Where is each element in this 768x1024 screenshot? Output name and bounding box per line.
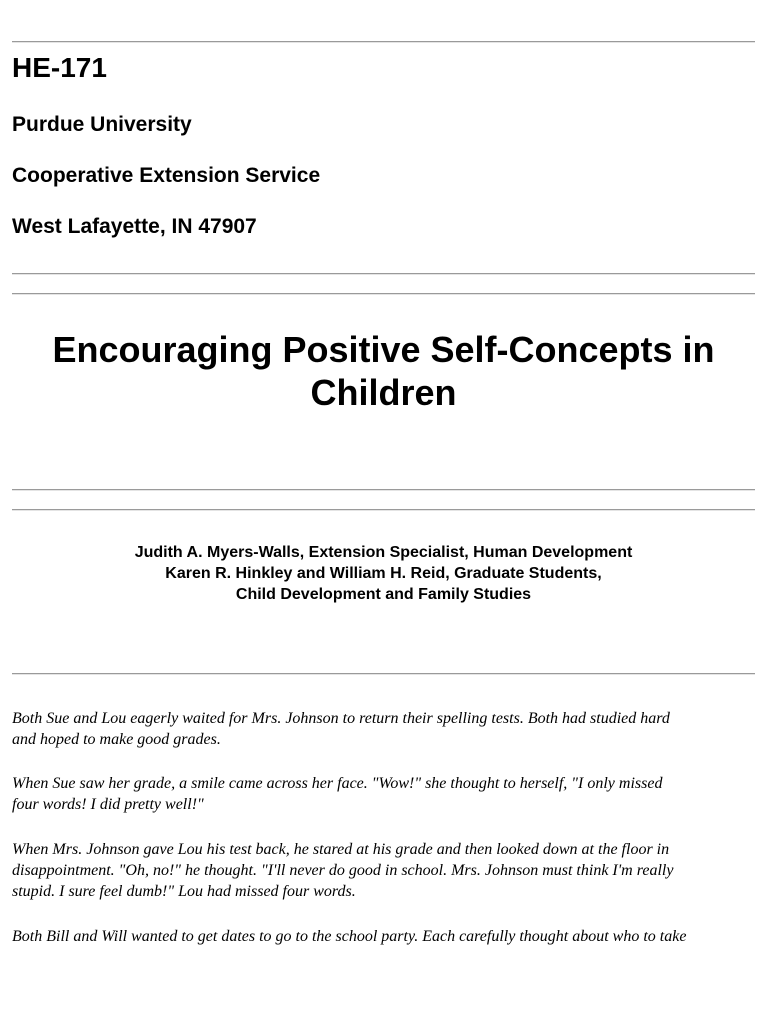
page-title: [12, 328, 755, 414]
paragraph-line: and hoped to make good grades.: [12, 731, 221, 748]
authors-divider: [12, 673, 755, 675]
address: West Lafayette, IN 47907: [12, 215, 257, 238]
paragraph-3: [12, 839, 757, 902]
paragraph-2: [12, 773, 757, 815]
authors-block: [12, 542, 755, 605]
paragraph-line: stupid. I sure feel dumb!" Lou had missed four words.: [12, 883, 356, 900]
author-line-3: Child Development and Family Studies: [235, 586, 532, 603]
paragraph-line: Both Bill and Will wanted to get dates to go to the school party. Each carefully thought about who to take: [12, 928, 687, 945]
paragraph-4: [12, 926, 757, 947]
header-divider-1: [12, 273, 755, 275]
paragraph-line: Both Sue and Lou eagerly waited for Mrs. Johnson to return their spelling tests. Both had studied hard: [12, 710, 670, 727]
institution-name: Purdue University: [12, 113, 192, 136]
service-name: Cooperative Extension Service: [12, 164, 321, 187]
top-rule: [12, 41, 755, 43]
paragraph-line: When Mrs. Johnson gave Lou his test back, he stared at his grade and then looked down at the floor in: [12, 841, 670, 858]
paragraph-1: [12, 708, 757, 750]
document-code: HE-171: [12, 52, 107, 83]
title-divider-1: [12, 489, 755, 491]
page-title-line-1: Encouraging Positive Self-Concepts in: [52, 329, 715, 370]
header-divider-2: [12, 293, 755, 295]
paragraph-line: disappointment. "Oh, no!" he thought. "I'll never do good in school. Mrs. Johnson must think I'm really: [12, 862, 674, 879]
author-line-1: Judith A. Myers-Walls, Extension Specialist, Human Development: [134, 544, 633, 561]
title-divider-2: [12, 509, 755, 511]
author-line-2: Karen R. Hinkley and William H. Reid, Graduate Students,: [165, 565, 602, 582]
paragraph-line: When Sue saw her grade, a smile came across her face. "Wow!" she thought to herself, "I only missed: [12, 775, 663, 792]
paragraph-line: four words! I did pretty well!": [12, 796, 204, 813]
page-title-line-2: Children: [310, 372, 457, 413]
